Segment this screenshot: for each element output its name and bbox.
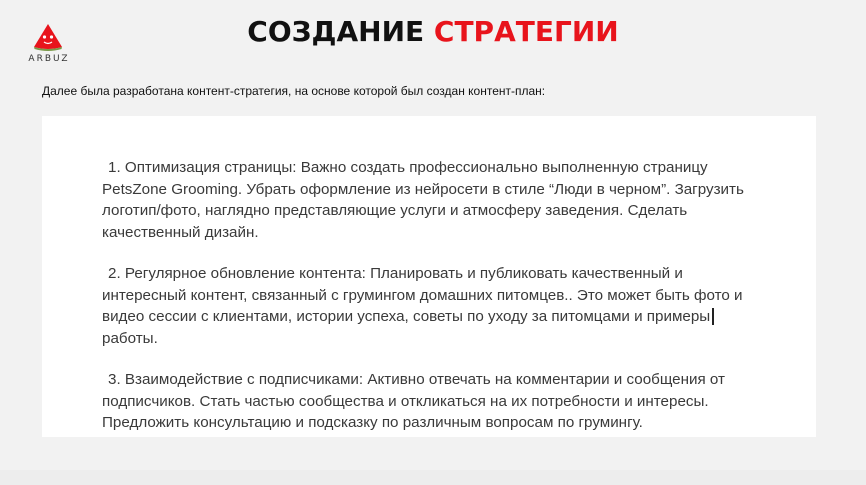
strategy-item-2-line-1: 2. Регулярное обновление контента: Планировать и публиковать качественный и — [108, 265, 683, 282]
strategy-item-2 — [102, 263, 792, 349]
text-cursor — [712, 308, 714, 325]
page-title-part-2: СТРАТЕГИИ — [433, 15, 619, 48]
strategy-item-1-line-1: 1. Оптимизация страницы: Важно создать профессионально выполненную страницу — [108, 159, 708, 176]
strategy-item-3-line-3: Предложить консультацию и подсказку по различным вопросам по грумингу. — [102, 414, 643, 431]
strategy-item-1-line-2: PetsZone Grooming. Убрать оформление из нейросети в стиле “Люди в черном”. Загрузить — [102, 180, 744, 198]
intro-text: Далее была разработана контент-стратегия, на основе которой был создан контент-план: — [42, 84, 546, 98]
page-title-part-1: СОЗДАНИЕ — [247, 15, 425, 48]
strategy-item-1 — [102, 157, 792, 243]
strategy-item-3 — [102, 369, 792, 434]
page-title — [0, 13, 866, 51]
strategy-item-2-line-4: работы. — [102, 329, 158, 347]
strategy-item-1-line-3: логотип/фото, наглядно представляющие услуги и атмосферу заведения. Сделать — [102, 202, 688, 219]
strategy-item-2-line-3-text: видео сессии с клиентами, истории успеха, советы по уходу за питомцами и примеры — [102, 308, 711, 325]
logo-text: ARBUZ — [28, 54, 70, 64]
strategy-screenshot — [42, 116, 816, 437]
strategy-item-3-line-1: 3. Взаимодействие с подписчиками: Активно отвечать на комментарии и сообщения от — [108, 371, 725, 388]
strategy-item-1-line-4: качественный дизайн. — [102, 223, 259, 241]
strategy-item-2-line-3 — [102, 306, 792, 328]
strategy-item-2-line-2: интересный контент, связанный с грумингом домашних питомцев.. Это может быть фото и — [102, 286, 743, 304]
strategy-item-3-line-2: подписчиков. Стать частью сообщества и откликаться на их потребности и интересы. — [102, 392, 709, 410]
